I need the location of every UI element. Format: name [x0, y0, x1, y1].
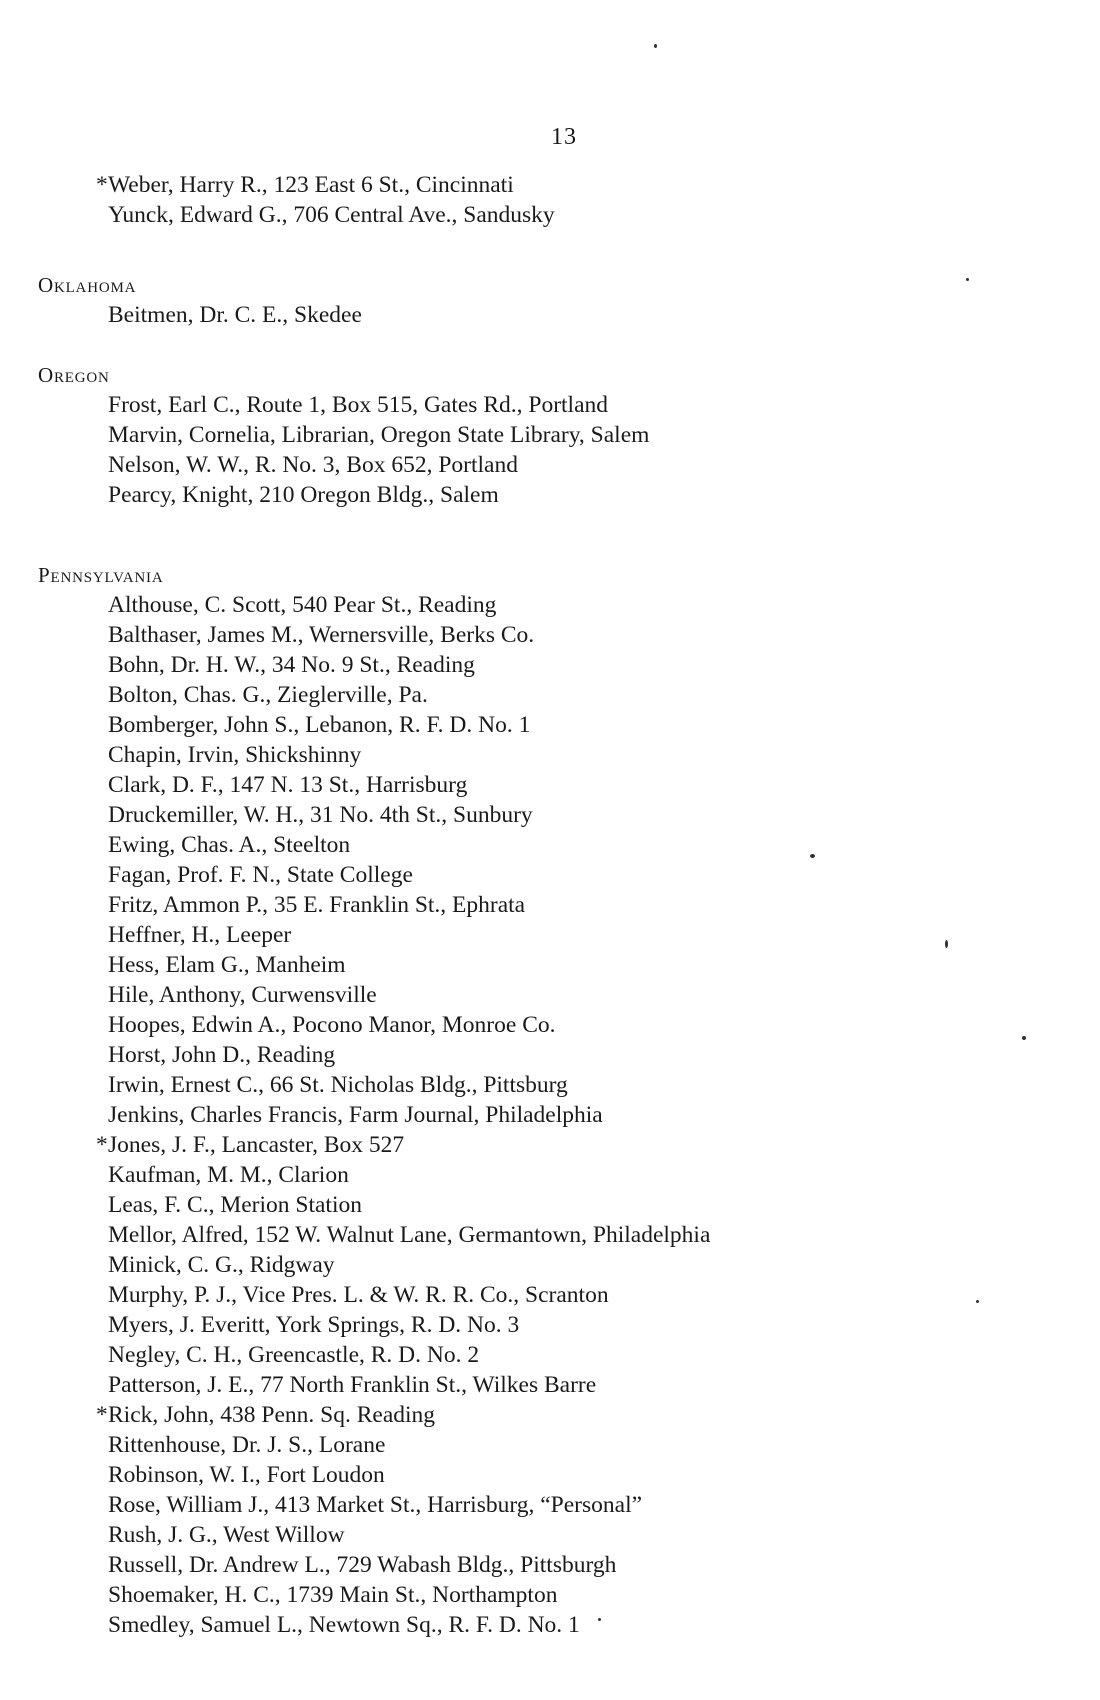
- entry-text: Marvin, Cornelia, Librarian, Oregon State Library, Salem: [108, 422, 650, 448]
- entry-text: Yunck, Edward G., 706 Central Ave., Sandusky: [108, 202, 555, 228]
- state-heading: Pennsylvania: [38, 563, 164, 587]
- scan-speck: [966, 278, 969, 281]
- entry-text: Murphy, P. J., Vice Pres. L. & W. R. R. Co., Scranton: [108, 1282, 609, 1308]
- directory-entry: [38, 950, 1058, 980]
- entry-text: Chapin, Irvin, Shickshinny: [108, 742, 362, 768]
- entry-text: Jones, J. F., Lancaster, Box 527: [108, 1132, 405, 1158]
- directory-entry: [38, 200, 1058, 230]
- ohio-continued-section: [38, 170, 1058, 230]
- entry-text: Horst, John D., Reading: [108, 1042, 336, 1068]
- directory-entry: [38, 1010, 1058, 1040]
- directory-entry: [38, 830, 1058, 860]
- directory-entry: [38, 770, 1058, 800]
- scan-speck: [976, 1300, 979, 1303]
- directory-entry: [38, 1520, 1058, 1550]
- directory-entry: [38, 1340, 1058, 1370]
- directory-entry: [38, 740, 1058, 770]
- state-heading: Oklahoma: [38, 273, 137, 297]
- directory-entry: [38, 1370, 1058, 1400]
- directory-entry: [38, 1280, 1058, 1310]
- entry-text: Druckemiller, W. H., 31 No. 4th St., Sunbury: [108, 802, 533, 828]
- entry-text: Minick, C. G., Ridgway: [108, 1252, 335, 1278]
- directory-entry: [38, 300, 1058, 330]
- entry-text: Bolton, Chas. G., Zieglerville, Pa.: [108, 682, 428, 708]
- entry-text: Myers, J. Everitt, York Springs, R. D. No. 3: [108, 1312, 520, 1338]
- oregon-section: [38, 360, 1058, 510]
- directory-entry: [38, 1610, 1058, 1640]
- starred-marker: *: [96, 172, 108, 198]
- directory-entry: [38, 1580, 1058, 1610]
- entry-text: Mellor, Alfred, 152 W. Walnut Lane, Germantown, Philadelphia: [108, 1222, 711, 1248]
- entry-text: Russell, Dr. Andrew L., 729 Wabash Bldg., Pittsburgh: [108, 1552, 617, 1578]
- directory-entry: [38, 1220, 1058, 1250]
- scan-speck: [945, 940, 948, 948]
- entry-text: Fagan, Prof. F. N., State College: [108, 862, 413, 888]
- entry-text: Rose, William J., 413 Market St., Harrisburg, “Personal”: [108, 1492, 643, 1518]
- entry-text: Rush, J. G., West Willow: [108, 1522, 345, 1548]
- directory-entry: [38, 1310, 1058, 1340]
- entry-text: Hile, Anthony, Curwensville: [108, 982, 377, 1008]
- directory-entry: [38, 1040, 1058, 1070]
- scan-speck: [654, 44, 657, 48]
- directory-entry: [38, 390, 1058, 420]
- entry-text: Rick, John, 438 Penn. Sq. Reading: [108, 1402, 436, 1428]
- directory-entry: [38, 860, 1058, 890]
- entry-text: Clark, D. F., 147 N. 13 St., Harrisburg: [108, 772, 468, 798]
- entry-text: Patterson, J. E., 77 North Franklin St., Wilkes Barre: [108, 1372, 597, 1398]
- directory-entry: [38, 800, 1058, 830]
- entry-text: Nelson, W. W., R. No. 3, Box 652, Portland: [108, 452, 518, 478]
- directory-entry: [38, 170, 1058, 200]
- entry-text: Negley, C. H., Greencastle, R. D. No. 2: [108, 1342, 480, 1368]
- directory-entry: [38, 1160, 1058, 1190]
- entry-text: Fritz, Ammon P., 35 E. Franklin St., Ephrata: [108, 892, 526, 918]
- entry-text: Bohn, Dr. H. W., 34 No. 9 St., Reading: [108, 652, 475, 678]
- entry-text: Balthaser, James M., Wernersville, Berks Co.: [108, 622, 535, 648]
- directory-entry: [38, 1400, 1058, 1430]
- entry-text: Kaufman, M. M., Clarion: [108, 1162, 349, 1188]
- directory-entry: [38, 420, 1058, 450]
- entry-text: Hess, Elam G., Manheim: [108, 952, 346, 978]
- oklahoma-section: [38, 270, 1058, 330]
- entry-text: Althouse, C. Scott, 540 Pear St., Reading: [108, 592, 497, 618]
- scan-speck: [598, 1618, 601, 1621]
- entry-text: Heffner, H., Leeper: [108, 922, 292, 948]
- entry-text: Smedley, Samuel L., Newtown Sq., R. F. D. No. 1: [108, 1612, 580, 1638]
- entry-text: Pearcy, Knight, 210 Oregon Bldg., Salem: [108, 482, 499, 508]
- directory-entry: [38, 480, 1058, 510]
- entry-text: Shoemaker, H. C., 1739 Main St., Northampton: [108, 1582, 558, 1608]
- directory-entry: [38, 1430, 1058, 1460]
- directory-entry: [38, 1250, 1058, 1280]
- entry-text: Frost, Earl C., Route 1, Box 515, Gates Rd., Portland: [108, 392, 609, 418]
- directory-entry: [38, 1070, 1058, 1100]
- starred-marker: *: [96, 1402, 108, 1428]
- starred-marker: *: [96, 1132, 108, 1158]
- entry-text: Hoopes, Edwin A., Pocono Manor, Monroe Co.: [108, 1012, 556, 1038]
- entry-text: Robinson, W. I., Fort Loudon: [108, 1462, 385, 1488]
- directory-entry: [38, 650, 1058, 680]
- directory-entry: [38, 1130, 1058, 1160]
- scan-speck: [810, 854, 815, 858]
- directory-entry: [38, 1550, 1058, 1580]
- directory-entry: [38, 1100, 1058, 1130]
- entry-text: Ewing, Chas. A., Steelton: [108, 832, 351, 858]
- scan-speck: [1022, 1036, 1026, 1040]
- directory-entry: [38, 980, 1058, 1010]
- directory-entry: [38, 920, 1058, 950]
- page-number: 13: [551, 124, 577, 150]
- directory-listing: [38, 170, 1058, 1640]
- entry-text: Bomberger, John S., Lebanon, R. F. D. No. 1: [108, 712, 531, 738]
- directory-entry: [38, 680, 1058, 710]
- directory-entry: [38, 1190, 1058, 1220]
- directory-entry: [38, 450, 1058, 480]
- directory-entry: [38, 1460, 1058, 1490]
- state-heading: Oregon: [38, 363, 110, 387]
- directory-entry: [38, 1490, 1058, 1520]
- entry-text: Leas, F. C., Merion Station: [108, 1192, 362, 1218]
- entry-text: Weber, Harry R., 123 East 6 St., Cincinnati: [108, 172, 514, 198]
- directory-entry: [38, 710, 1058, 740]
- entry-text: Jenkins, Charles Francis, Farm Journal, Philadelphia: [108, 1102, 603, 1128]
- directory-entry: [38, 890, 1058, 920]
- directory-entry: [38, 620, 1058, 650]
- entry-text: Rittenhouse, Dr. J. S., Lorane: [108, 1432, 386, 1458]
- directory-entry: [38, 590, 1058, 620]
- pennsylvania-section: [38, 560, 1058, 1640]
- entry-text: Irwin, Ernest C., 66 St. Nicholas Bldg., Pittsburg: [108, 1072, 568, 1098]
- entry-text: Beitmen, Dr. C. E., Skedee: [108, 302, 362, 328]
